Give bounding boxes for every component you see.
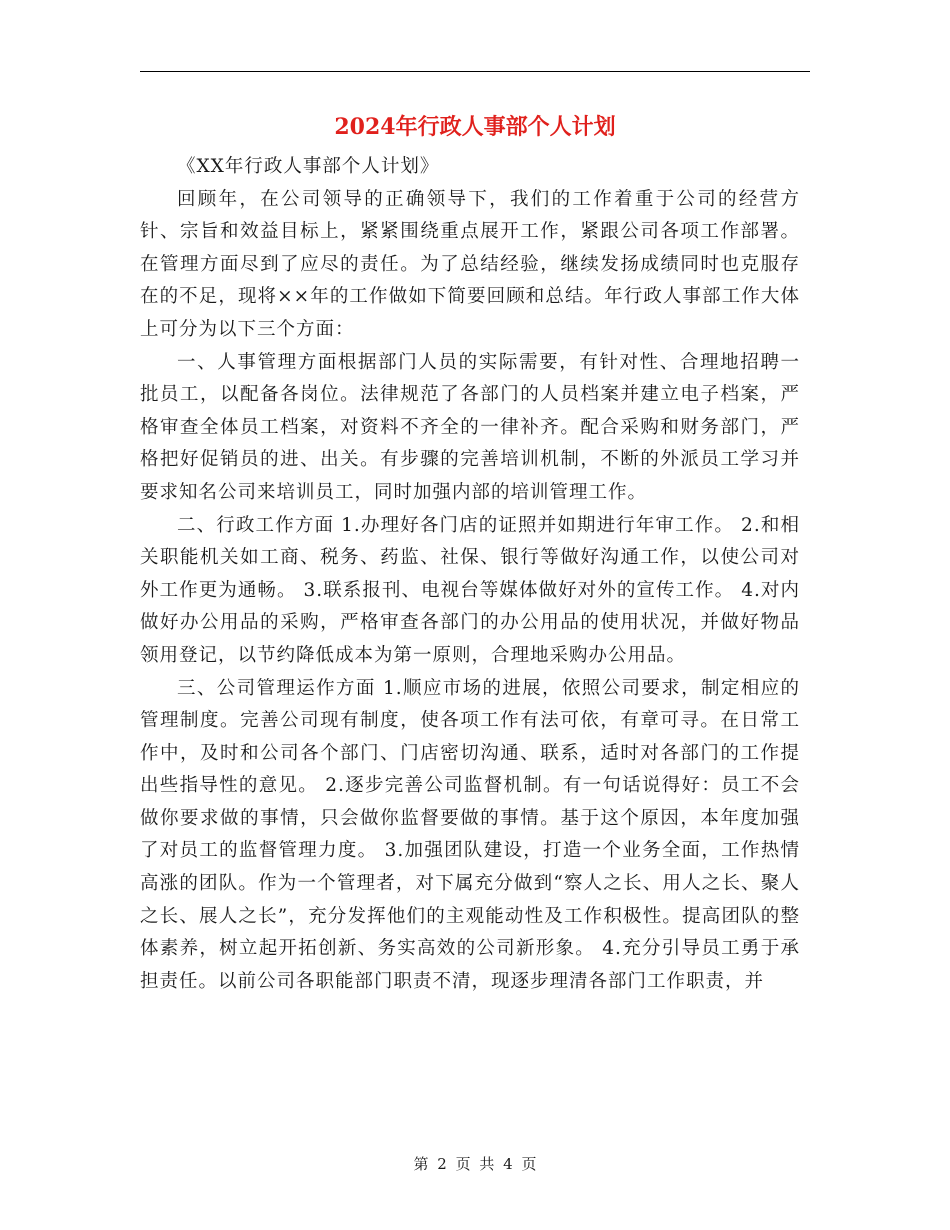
personnel-section-paragraph: 一、人事管理方面根据部门人员的实际需要，有针对性、合理地招聘一批员工，以配备各岗位。法律规范了各部门的人员档案并建立电子档案，严格审查全体员工档案，对资料不齐全的一律补齐。配合采购和财务部门，严格把好促销员的进、出关。有步骤的完善培训机制，不断的外派员工学习并要求知名公司来培训员工，同时加强内部的培训管理工作。 [140, 351, 800, 503]
administration-section-paragraph: 二、行政工作方面 1.办理好各门店的证照并如期进行年审工作。 2.和相关职能机关如工商、税务、药监、社保、银行等做好沟通工作，以使公司对外工作更为通畅。 3.联系报刊、电视台等媒体做好对外的宣传工作。 4.对内做好办公用品的采购，严格审查各部门的办公用品的使用状况，并做好物品领用登记，以节约降低成本为第一原则，合理地采购办公用品。 [140, 514, 800, 666]
header-rule [140, 71, 810, 72]
subtitle-paragraph: 《XX年行政人事部个人计划》 [177, 156, 440, 177]
management-section-paragraph: 三、公司管理运作方面 1.顺应市场的进展，依照公司要求，制定相应的管理制度。完善公司现有制度，使各项工作有法可依，有章可寻。在日常工作中，及时和公司各个部门、门店密切沟通、联系，适时对各部门的工作提出些指导性的意见。 2.逐步完善公司监督机制。有一句话说得好：员工不会做你要求做的事情，只会做你监督要做的事情。基于这个原因，本年度加强了对员工的监督管理力度。 3.加强团队建设，打造一个业务全面，工作热情高涨的团队。作为一个管理者，对下属充分做到“察人之长、用人之长、聚人之长、展人之长”，充分发挥他们的主观能动性及工作积极性。提高团队的整体素养，树立起开拓创新、务实高效的公司新形象。 4.充分引导员工勇于承担责任。以前公司各职能部门职责不清，现逐步理清各部门工作职责，并 [140, 677, 800, 992]
document-body [140, 151, 800, 998]
page-number-footer: 第 2 页 共 4 页 [413, 1155, 537, 1173]
intro-paragraph: 回顾年，在公司领导的正确领导下，我们的工作着重于公司的经营方针、宗旨和效益目标上，紧紧围绕重点展开工作，紧跟公司各项工作部署。在管理方面尽到了应尽的责任。为了总结经验，继续发扬成绩同时也克服存在的不足，现将××年的工作做如下简要回顾和总结。年行政人事部工作大体上可分为以下三个方面： [140, 188, 800, 340]
document-title: 2024年行政人事部个人计划 [334, 114, 616, 140]
